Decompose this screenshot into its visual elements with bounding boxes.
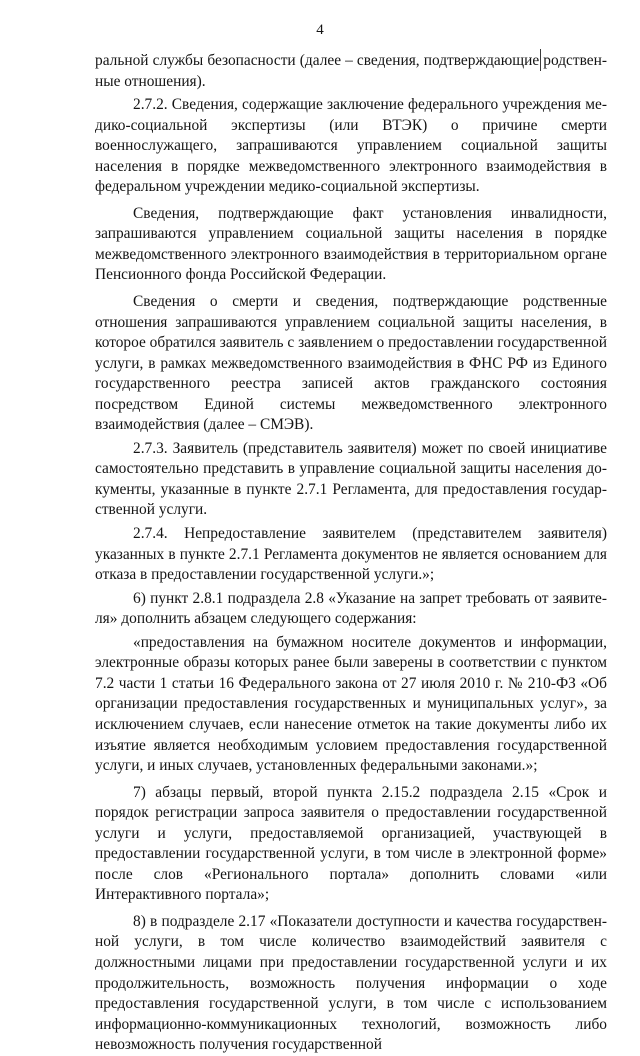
paragraph-2-7-4: 2.7.4. Непредоставление заявителем (представителем заявителя) указанных в пункте 2.7.1 Регламента документов не является основанием для отказа в предоставлении государственной услуги.»;: [95, 525, 607, 584]
document-body: [95, 51, 607, 1056]
paragraph-death-info: Сведения о смерти и сведения, подтверждающие родственные отношения запрашиваются управлением социальной защиты населения, в которое обратился заявитель с заявлением о предоставлении государственной услуги, в рамках межведомственного взаимодействия в ФНС РФ из Единого государственного реестра записей актов гражданского состояния посредством Единой системы межведомственного электронного взаимодействия (далее – СМЭВ).: [95, 293, 607, 434]
paragraph-quote: «предоставления на бумажном носителе документов и информации, электронные образы которых ранее были заверены в соответствии с пунктом 7.2 части 1 статьи 16 Федерального закона от 27 июля 2010 г. № 210-ФЗ «Об организации предоставления государственных и муниципальных услуг», за исключением случаев, если нанесение отметок на такие документы либо их изъятие является необходимым условием предоставления государственной услуги, и иных случаев, установленных федеральными законaми.»;: [95, 633, 607, 775]
paragraph-continuation: ральной службы безопасности (далее – сведения, подтверждающие родственные отношения).: [95, 52, 607, 90]
paragraph-item-6: 6) пункт 2.8.1 подраздела 2.8 «Указание на запрет требовать от заявителя» дополнить абзацем следующего содержания:: [95, 589, 607, 628]
paragraph-2-7-2: 2.7.2. Сведения, содержащие заключение федерального учреждения медико-социальной экспертизы (или ВТЭК) о причине смерти военнослужащего, запрашиваются управлением социальной защиты населения в порядке межведомственного электронного взаимодействия в федеральном учреждении медико-социальной экспертизы.: [95, 96, 607, 196]
paragraph-item-8: 8) в подразделе 2.17 «Показатели доступности и качества государственной услуги, в том числе количество взаимодействий заявителя с должностными лицами при предоставлении государственной услуги и их продолжительность, возможность получения информации о ходе предоставления государственной услуги, в том числе с использованием информационно-коммуникационных технологий, возможность либо невозможность получения государственной: [95, 912, 607, 1054]
paragraph-2-7-3: 2.7.3. Заявитель (представитель заявителя) может по своей инициативе самостоятельно представить в управление социальной защиты населения документы, указанные в пункте 2.7.1 Регламента, для предоставления государственной услуги.: [95, 439, 607, 519]
paragraph-item-7: 7) абзацы первый, второй пункта 2.15.2 подраздела 2.15 «Срок и порядок регистрации запроса заявителя о предоставлении государственной услуги и услуги, предоставляемой организацией, участвующей в предоставлении государственной услуги, в том числе в электронной форме» после слов «Регионального портала» дополнить словами «или Интерактивного портала»;: [95, 783, 607, 904]
paragraph-disability-info: Сведения, подтверждающие факт установления инвалидности, запрашиваются управлением социальной защиты населения в порядке межведомственного электронного взаимодействия в территориальном органе Пенсионного фонда Российской Федерации.: [95, 204, 607, 284]
page-number: 4: [316, 22, 324, 38]
